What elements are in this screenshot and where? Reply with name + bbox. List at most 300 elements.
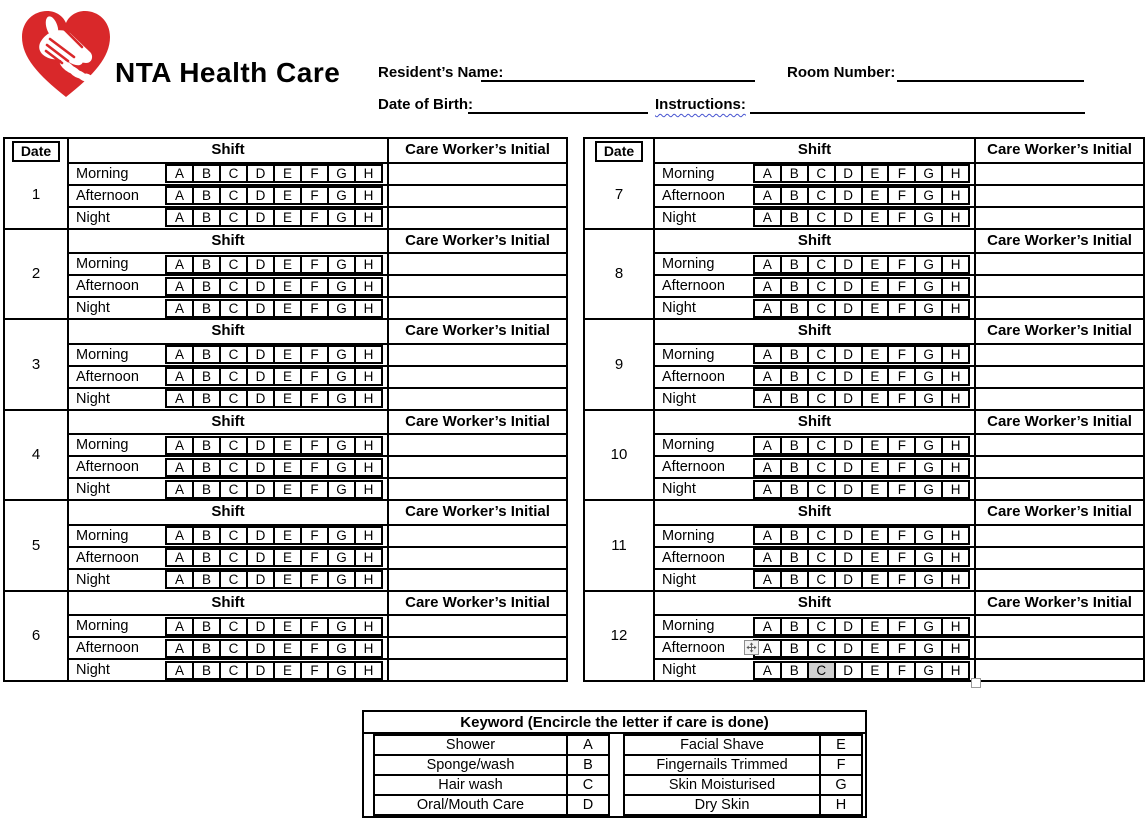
care-worker-initial-cell[interactable] [974, 638, 1143, 658]
care-worker-initial-cell[interactable] [387, 254, 566, 274]
care-worker-initial-cell[interactable] [387, 660, 566, 680]
care-code-cell-B[interactable]: B [192, 210, 219, 225]
care-code-cell-G[interactable]: G [914, 572, 941, 587]
care-code-cell-F[interactable]: F [887, 347, 914, 362]
care-code-cell-G[interactable]: G [327, 528, 354, 543]
care-code-cell-H[interactable]: H [941, 438, 968, 453]
care-code-cell-D[interactable]: D [246, 210, 273, 225]
care-code-cell-A[interactable]: A [762, 528, 772, 543]
care-code-cell-E[interactable]: E [273, 210, 300, 225]
care-code-cell-F[interactable]: F [300, 460, 327, 475]
care-code-cell-H[interactable]: H [354, 257, 381, 272]
care-worker-initial-cell[interactable] [974, 479, 1143, 499]
care-code-cell-B[interactable]: B [192, 279, 219, 294]
care-code-cell-F[interactable]: F [300, 641, 327, 656]
care-worker-initial-cell[interactable] [387, 298, 566, 318]
care-code-cell-C[interactable]: C [807, 438, 834, 453]
care-code-cell-F[interactable]: F [887, 438, 914, 453]
care-code-cell-A[interactable]: A [174, 528, 184, 543]
care-code-cell-B[interactable]: B [192, 460, 219, 475]
care-code-cell-H[interactable]: H [941, 550, 968, 565]
care-code-cell-A[interactable]: A [762, 618, 772, 634]
care-code-cell-A[interactable]: A [762, 662, 772, 678]
care-code-cell-G[interactable]: G [914, 641, 941, 656]
care-worker-initial-cell[interactable] [974, 367, 1143, 387]
care-code-cell-F[interactable]: F [300, 572, 327, 587]
care-code-cell-C[interactable]: C [219, 528, 246, 543]
care-code-cell-E[interactable]: E [861, 572, 888, 587]
care-code-cell-C[interactable]: C [807, 257, 834, 272]
care-code-cell-B[interactable]: B [780, 572, 807, 587]
care-code-cell-G[interactable]: G [914, 482, 941, 497]
care-code-cell-G[interactable]: G [327, 188, 354, 203]
care-code-cell-F[interactable]: F [887, 528, 914, 543]
care-code-cell-E[interactable]: E [273, 369, 300, 384]
care-code-cell-C[interactable]: C [219, 369, 246, 384]
care-code-cell-G[interactable]: G [327, 572, 354, 587]
care-code-cell-B[interactable]: B [780, 166, 807, 181]
care-code-cell-G[interactable]: G [914, 257, 941, 272]
care-code-cell-G[interactable]: G [914, 369, 941, 384]
table-move-handle-icon[interactable] [744, 640, 759, 655]
care-code-cell-G[interactable]: G [914, 663, 941, 678]
care-code-cell-F[interactable]: F [300, 663, 327, 678]
care-code-cell-A[interactable]: A [762, 369, 772, 384]
care-code-cell-H[interactable]: H [354, 460, 381, 475]
care-code-cell-C[interactable]: C [807, 550, 834, 565]
care-code-cell-C[interactable]: C [807, 188, 834, 203]
care-code-cell-C[interactable]: C [807, 369, 834, 384]
care-worker-initial-cell[interactable] [974, 457, 1143, 477]
care-code-cell-B[interactable]: B [192, 301, 219, 316]
care-code-cell-G[interactable]: G [327, 482, 354, 497]
care-worker-initial-cell[interactable] [974, 526, 1143, 546]
care-code-cell-A[interactable]: A [174, 188, 184, 203]
care-code-cell-G[interactable]: G [914, 279, 941, 294]
care-worker-initial-cell[interactable] [387, 457, 566, 477]
care-code-cell-D[interactable]: D [834, 619, 861, 634]
care-worker-initial-cell[interactable] [974, 164, 1143, 184]
care-code-cell-F[interactable]: F [300, 550, 327, 565]
care-code-cell-H[interactable]: H [941, 166, 968, 181]
care-code-cell-D[interactable]: D [834, 438, 861, 453]
care-code-cell-E[interactable]: E [861, 279, 888, 294]
care-code-cell-B[interactable]: B [192, 482, 219, 497]
care-worker-initial-cell[interactable] [974, 208, 1143, 228]
care-code-cell-D[interactable]: D [246, 641, 273, 656]
care-worker-initial-cell[interactable] [974, 298, 1143, 318]
care-code-cell-G[interactable]: G [914, 550, 941, 565]
resident-name-field[interactable] [481, 80, 755, 82]
care-code-cell-A[interactable]: A [762, 437, 772, 453]
care-code-cell-C[interactable]: C [807, 166, 834, 181]
care-code-cell-H[interactable]: H [941, 528, 968, 543]
care-code-cell-B[interactable]: B [780, 438, 807, 453]
care-code-cell-D[interactable]: D [246, 188, 273, 203]
care-code-cell-H[interactable]: H [941, 347, 968, 362]
care-code-cell-H[interactable]: H [354, 188, 381, 203]
care-code-cell-H[interactable]: H [354, 663, 381, 678]
care-code-cell-C[interactable]: C [807, 347, 834, 362]
care-code-cell-E[interactable]: E [861, 369, 888, 384]
care-code-cell-B[interactable]: B [192, 369, 219, 384]
care-code-cell-E[interactable]: E [273, 301, 300, 316]
care-code-cell-E[interactable]: E [861, 550, 888, 565]
care-code-cell-D[interactable]: D [246, 391, 273, 406]
care-worker-initial-cell[interactable] [387, 570, 566, 590]
care-code-cell-A[interactable]: A [762, 481, 772, 497]
care-code-cell-B[interactable]: B [192, 257, 219, 272]
care-code-cell-E[interactable]: E [273, 482, 300, 497]
care-code-cell-E[interactable]: E [273, 166, 300, 181]
care-code-cell-B[interactable]: B [780, 482, 807, 497]
care-code-cell-E[interactable]: E [861, 438, 888, 453]
care-code-cell-H[interactable]: H [941, 188, 968, 203]
care-worker-initial-cell[interactable] [387, 638, 566, 658]
care-code-cell-F[interactable]: F [887, 257, 914, 272]
care-worker-initial-cell[interactable] [974, 435, 1143, 455]
care-code-cell-B[interactable]: B [192, 188, 219, 203]
care-worker-initial-cell[interactable] [387, 164, 566, 184]
instructions-field[interactable] [750, 112, 1085, 114]
care-code-cell-E[interactable]: E [861, 188, 888, 203]
care-code-cell-C[interactable]: C [807, 301, 834, 316]
care-code-cell-A[interactable]: A [174, 662, 184, 678]
care-code-cell-H[interactable]: H [941, 301, 968, 316]
care-worker-initial-cell[interactable] [387, 548, 566, 568]
care-code-cell-A[interactable]: A [174, 347, 184, 362]
care-code-cell-F[interactable]: F [300, 528, 327, 543]
care-code-cell-A[interactable]: A [174, 369, 184, 384]
care-code-cell-E[interactable]: E [861, 528, 888, 543]
care-code-cell-F[interactable]: F [887, 460, 914, 475]
care-code-cell-A[interactable]: A [174, 572, 184, 587]
care-code-cell-H[interactable]: H [941, 369, 968, 384]
care-code-cell-E[interactable]: E [273, 347, 300, 362]
care-code-cell-B[interactable]: B [780, 369, 807, 384]
care-code-cell-F[interactable]: F [887, 550, 914, 565]
care-code-cell-C[interactable]: C [807, 391, 834, 406]
care-code-cell-H[interactable]: H [354, 369, 381, 384]
care-code-cell-E[interactable]: E [861, 301, 888, 316]
care-code-cell-D[interactable]: D [834, 369, 861, 384]
care-worker-initial-cell[interactable] [387, 276, 566, 296]
care-code-cell-B[interactable]: B [780, 188, 807, 203]
care-code-cell-H[interactable]: H [354, 482, 381, 497]
care-code-cell-H[interactable]: H [354, 572, 381, 587]
care-code-cell-D[interactable]: D [246, 663, 273, 678]
care-code-cell-A[interactable]: A [762, 459, 772, 475]
care-code-cell-D[interactable]: D [834, 391, 861, 406]
care-worker-initial-cell[interactable] [387, 479, 566, 499]
care-code-cell-E[interactable]: E [273, 279, 300, 294]
care-code-cell-H[interactable]: H [941, 460, 968, 475]
care-code-cell-C[interactable]: C [807, 572, 834, 587]
care-code-cell-E[interactable]: E [861, 663, 888, 678]
care-code-cell-D[interactable]: D [246, 482, 273, 497]
care-code-cell-D[interactable]: D [834, 279, 861, 294]
care-code-cell-H[interactable]: H [941, 619, 968, 634]
care-code-cell-D[interactable]: D [834, 257, 861, 272]
care-code-cell-B[interactable]: B [192, 550, 219, 565]
care-code-cell-B[interactable]: B [192, 391, 219, 406]
care-code-cell-C[interactable]: C [807, 210, 834, 225]
care-code-cell-E[interactable]: E [861, 641, 888, 656]
care-code-cell-F[interactable]: F [887, 166, 914, 181]
care-code-cell-G[interactable]: G [327, 641, 354, 656]
care-code-cell-F[interactable]: F [887, 279, 914, 294]
care-code-cell-C[interactable]: C [219, 391, 246, 406]
care-code-cell-B[interactable]: B [192, 438, 219, 453]
care-worker-initial-cell[interactable] [974, 616, 1143, 636]
care-code-cell-C[interactable]: C [219, 301, 246, 316]
care-code-cell-H[interactable]: H [354, 166, 381, 181]
care-code-cell-H[interactable]: H [354, 347, 381, 362]
care-code-cell-C[interactable]: C [219, 188, 246, 203]
care-code-cell-B[interactable]: B [780, 663, 807, 678]
care-code-cell-E[interactable]: E [273, 528, 300, 543]
care-code-cell-F[interactable]: F [300, 210, 327, 225]
care-code-cell-H[interactable]: H [354, 301, 381, 316]
care-code-cell-H[interactable]: H [941, 572, 968, 587]
care-code-cell-A[interactable]: A [174, 640, 184, 656]
care-code-cell-F[interactable]: F [887, 188, 914, 203]
care-code-cell-D[interactable]: D [834, 572, 861, 587]
care-worker-initial-cell[interactable] [387, 435, 566, 455]
care-code-cell-A[interactable]: A [174, 300, 184, 316]
care-code-cell-E[interactable]: E [273, 550, 300, 565]
care-worker-initial-cell[interactable] [387, 616, 566, 636]
care-code-cell-E[interactable]: E [273, 641, 300, 656]
care-code-cell-A[interactable]: A [174, 459, 184, 475]
care-code-cell-B[interactable]: B [780, 391, 807, 406]
care-code-cell-B[interactable]: B [192, 572, 219, 587]
care-code-cell-H[interactable]: H [941, 482, 968, 497]
care-code-cell-G[interactable]: G [914, 301, 941, 316]
care-code-cell-F[interactable]: F [300, 301, 327, 316]
care-code-cell-E[interactable]: E [273, 391, 300, 406]
care-code-cell-H[interactable]: H [941, 257, 968, 272]
care-code-cell-G[interactable]: G [327, 257, 354, 272]
care-code-cell-F[interactable]: F [300, 347, 327, 362]
date-of-birth-field[interactable] [468, 112, 648, 114]
care-code-cell-G[interactable]: G [327, 550, 354, 565]
care-code-cell-F[interactable]: F [887, 482, 914, 497]
care-code-cell-F[interactable]: F [887, 301, 914, 316]
care-code-cell-G[interactable]: G [327, 301, 354, 316]
care-code-cell-E[interactable]: E [273, 438, 300, 453]
care-code-cell-D[interactable]: D [246, 550, 273, 565]
care-code-cell-C[interactable]: C [807, 528, 834, 543]
care-code-cell-G[interactable]: G [327, 369, 354, 384]
care-worker-initial-cell[interactable] [974, 186, 1143, 206]
care-code-cell-C[interactable]: C [219, 279, 246, 294]
care-code-cell-D[interactable]: D [834, 482, 861, 497]
care-code-cell-A[interactable]: A [762, 278, 772, 294]
care-code-cell-G[interactable]: G [327, 460, 354, 475]
care-code-cell-E[interactable]: E [273, 663, 300, 678]
care-worker-initial-cell[interactable] [974, 570, 1143, 590]
care-code-cell-E[interactable]: E [273, 188, 300, 203]
care-code-cell-A[interactable]: A [174, 210, 184, 225]
care-code-cell-A[interactable]: A [174, 618, 184, 634]
care-worker-initial-cell[interactable] [974, 660, 1143, 680]
care-code-cell-D[interactable]: D [246, 301, 273, 316]
care-code-cell-H[interactable]: H [941, 391, 968, 406]
care-code-cell-C[interactable]: C [219, 347, 246, 362]
care-code-cell-F[interactable]: F [887, 641, 914, 656]
care-code-cell-B[interactable]: B [192, 619, 219, 634]
care-code-cell-D[interactable]: D [246, 572, 273, 587]
care-code-cell-D[interactable]: D [246, 438, 273, 453]
care-code-cell-G[interactable]: G [914, 166, 941, 181]
care-code-cell-A[interactable]: A [762, 188, 772, 203]
care-code-cell-E[interactable]: E [273, 572, 300, 587]
care-code-cell-F[interactable]: F [887, 369, 914, 384]
care-code-cell-D[interactable]: D [834, 550, 861, 565]
care-code-cell-G[interactable]: G [327, 663, 354, 678]
care-code-cell-B[interactable]: B [780, 550, 807, 565]
care-code-cell-C[interactable]: C [807, 460, 834, 475]
care-code-cell-D[interactable]: D [246, 347, 273, 362]
care-code-cell-B[interactable]: B [780, 210, 807, 225]
care-code-cell-D[interactable]: D [834, 210, 861, 225]
care-code-cell-G[interactable]: G [914, 347, 941, 362]
care-code-cell-H[interactable]: H [941, 641, 968, 656]
care-code-cell-F[interactable]: F [887, 391, 914, 406]
care-code-cell-G[interactable]: G [327, 166, 354, 181]
care-code-cell-B[interactable]: B [780, 279, 807, 294]
care-code-cell-C[interactable]: C [219, 550, 246, 565]
care-code-cell-A[interactable]: A [174, 437, 184, 453]
care-code-cell-G[interactable]: G [327, 279, 354, 294]
care-code-cell-B[interactable]: B [192, 347, 219, 362]
care-code-cell-A[interactable]: A [174, 550, 184, 565]
care-worker-initial-cell[interactable] [974, 276, 1143, 296]
care-code-cell-C[interactable]: C [807, 641, 834, 656]
care-code-cell-F[interactable]: F [887, 210, 914, 225]
care-code-cell-H[interactable]: H [354, 528, 381, 543]
care-code-cell-C[interactable]: C [807, 619, 834, 634]
care-code-cell-E[interactable]: E [861, 210, 888, 225]
care-code-cell-A[interactable]: A [762, 391, 772, 406]
care-code-cell-A[interactable]: A [762, 550, 772, 565]
care-code-cell-G[interactable]: G [914, 188, 941, 203]
care-code-cell-A[interactable]: A [762, 166, 772, 181]
care-worker-initial-cell[interactable] [387, 345, 566, 365]
care-code-cell-G[interactable]: G [914, 438, 941, 453]
care-code-cell-C[interactable]: C [807, 482, 834, 497]
care-code-cell-B[interactable]: B [780, 257, 807, 272]
care-code-cell-D[interactable]: D [246, 279, 273, 294]
care-code-cell-F[interactable]: F [300, 482, 327, 497]
care-code-cell-A[interactable]: A [174, 481, 184, 497]
care-code-cell-H[interactable]: H [941, 210, 968, 225]
care-code-cell-H[interactable]: H [354, 391, 381, 406]
care-code-cell-F[interactable]: F [887, 572, 914, 587]
care-code-cell-F[interactable]: F [300, 619, 327, 634]
care-code-cell-D[interactable]: D [246, 528, 273, 543]
care-code-cell-D[interactable]: D [834, 166, 861, 181]
care-code-cell-H[interactable]: H [354, 550, 381, 565]
care-code-cell-D[interactable]: D [834, 301, 861, 316]
care-code-cell-G[interactable]: G [914, 528, 941, 543]
highlighted-care-code-cell-C[interactable]: C [807, 663, 834, 678]
care-code-cell-G[interactable]: G [327, 391, 354, 406]
table-resize-handle[interactable] [971, 678, 981, 688]
care-code-cell-D[interactable]: D [246, 166, 273, 181]
care-code-cell-A[interactable]: A [174, 278, 184, 294]
care-code-cell-E[interactable]: E [861, 482, 888, 497]
care-code-cell-C[interactable]: C [219, 641, 246, 656]
care-code-cell-F[interactable]: F [300, 391, 327, 406]
care-code-cell-A[interactable]: A [762, 572, 772, 587]
care-code-cell-H[interactable]: H [354, 438, 381, 453]
care-code-cell-C[interactable]: C [219, 210, 246, 225]
care-worker-initial-cell[interactable] [387, 526, 566, 546]
care-worker-initial-cell[interactable] [974, 254, 1143, 274]
room-number-field[interactable] [897, 80, 1084, 82]
care-code-cell-A[interactable]: A [762, 347, 772, 362]
care-worker-initial-cell[interactable] [974, 345, 1143, 365]
care-code-cell-E[interactable]: E [861, 166, 888, 181]
care-code-cell-E[interactable]: E [861, 619, 888, 634]
care-code-cell-H[interactable]: H [941, 279, 968, 294]
care-code-cell-C[interactable]: C [219, 619, 246, 634]
care-code-cell-H[interactable]: H [354, 619, 381, 634]
care-code-cell-G[interactable]: G [327, 619, 354, 634]
care-code-cell-G[interactable]: G [327, 210, 354, 225]
care-code-cell-C[interactable]: C [219, 166, 246, 181]
care-code-cell-D[interactable]: D [834, 641, 861, 656]
care-worker-initial-cell[interactable] [387, 367, 566, 387]
care-code-cell-D[interactable]: D [246, 369, 273, 384]
care-code-cell-A[interactable]: A [174, 256, 184, 272]
care-code-cell-H[interactable]: H [941, 663, 968, 678]
care-code-cell-B[interactable]: B [780, 619, 807, 634]
care-code-cell-C[interactable]: C [219, 663, 246, 678]
care-code-cell-C[interactable]: C [219, 482, 246, 497]
care-code-cell-C[interactable]: C [219, 257, 246, 272]
care-code-cell-D[interactable]: D [246, 460, 273, 475]
care-code-cell-B[interactable]: B [192, 641, 219, 656]
care-code-cell-D[interactable]: D [834, 528, 861, 543]
care-code-cell-H[interactable]: H [354, 279, 381, 294]
care-code-cell-E[interactable]: E [273, 257, 300, 272]
care-code-cell-F[interactable]: F [300, 369, 327, 384]
care-code-cell-B[interactable]: B [192, 528, 219, 543]
care-code-cell-B[interactable]: B [192, 663, 219, 678]
care-code-cell-A[interactable]: A [762, 256, 772, 272]
care-code-cell-D[interactable]: D [834, 347, 861, 362]
care-code-cell-F[interactable]: F [887, 663, 914, 678]
care-code-cell-C[interactable]: C [219, 572, 246, 587]
care-code-cell-D[interactable]: D [834, 188, 861, 203]
care-code-cell-B[interactable]: B [780, 641, 807, 656]
care-code-cell-G[interactable]: G [914, 619, 941, 634]
care-code-cell-D[interactable]: D [834, 663, 861, 678]
care-code-cell-A[interactable]: A [762, 640, 772, 656]
care-code-cell-E[interactable]: E [861, 347, 888, 362]
care-code-cell-B[interactable]: B [780, 301, 807, 316]
care-code-cell-G[interactable]: G [914, 460, 941, 475]
care-code-cell-G[interactable]: G [327, 347, 354, 362]
care-code-cell-F[interactable]: F [300, 257, 327, 272]
care-code-cell-B[interactable]: B [780, 528, 807, 543]
care-code-cell-B[interactable]: B [780, 460, 807, 475]
care-code-cell-E[interactable]: E [861, 257, 888, 272]
care-code-cell-A[interactable]: A [762, 210, 772, 225]
